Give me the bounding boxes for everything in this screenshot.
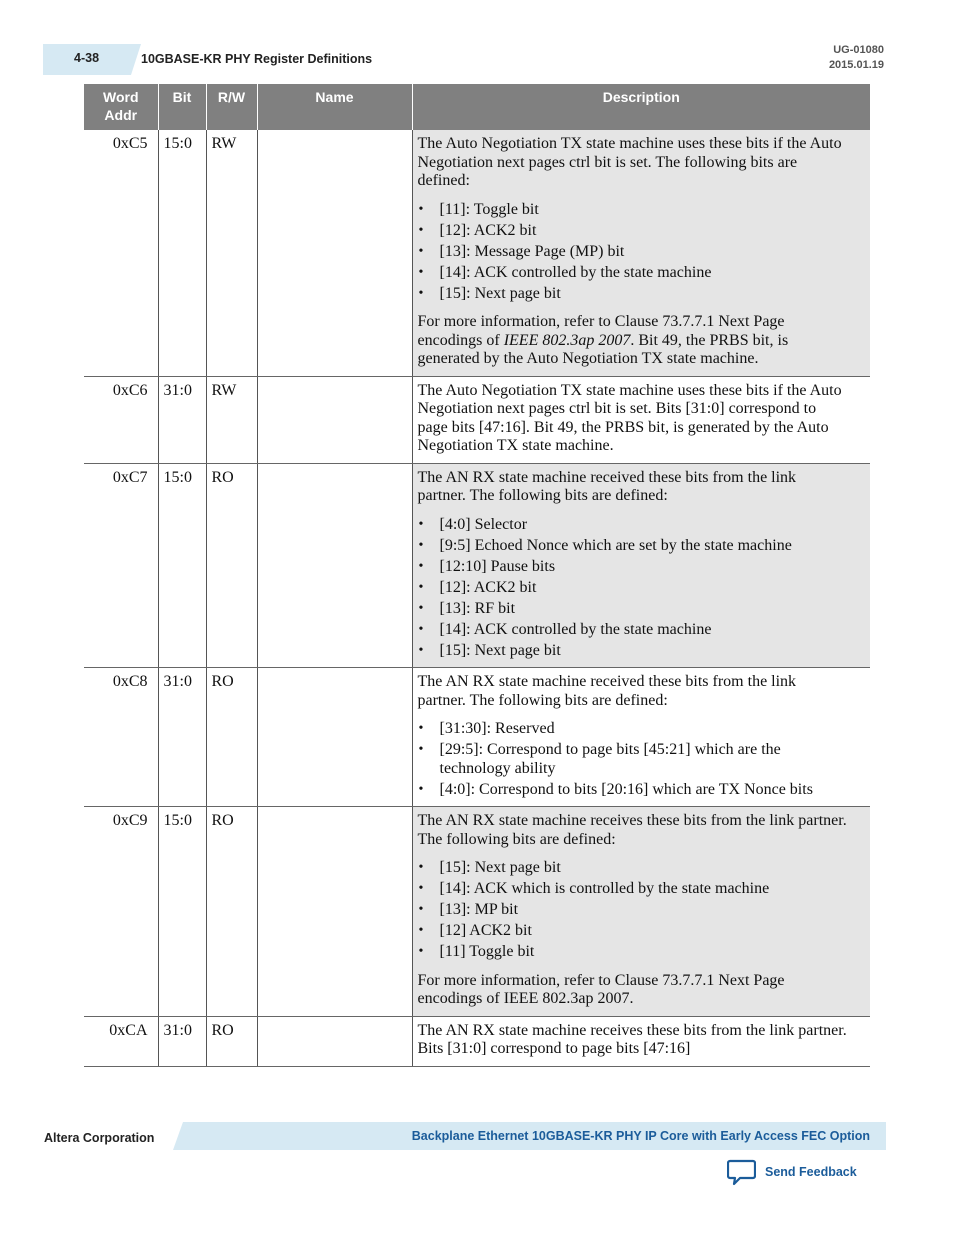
send-feedback-link[interactable] — [727, 1158, 857, 1186]
cell-name — [257, 463, 412, 668]
cell-addr: 0xCA — [84, 1016, 158, 1066]
list-item: • [13]: Message Page (MP) bit — [418, 243, 849, 262]
cell-bit: 31:0 — [158, 376, 206, 463]
cell-description — [412, 130, 870, 376]
table-row — [84, 668, 870, 807]
list-item: • [4:0]: Correspond to bits [20:16] which are TX Nonce bits — [418, 781, 849, 800]
list-item: • [14]: ACK controlled by the state machine — [418, 621, 849, 640]
list-item: • [15]: Next page bit — [418, 642, 849, 661]
doc-identifier — [829, 43, 884, 72]
cell-name — [257, 130, 412, 376]
cell-rw: RO — [206, 668, 257, 807]
col-header-word-addr-label: Word Addr — [102, 89, 139, 123]
list-item: • [29:5]: Correspond to page bits [45:21] which are the technology ability — [418, 741, 849, 778]
description-intro: The Auto Negotiation TX state machine uses these bits if the Auto Negotiation next pages ctrl bit is set. Bits [31:0] correspond to page bits [47:16]. Bit 49, the PRBS bit, is generated by the Auto Negotiation TX state machine. — [417, 381, 842, 454]
list-item: • [15]: Next page bit — [418, 859, 849, 878]
description-intro: The AN RX state machine received these bits from the link partner. The following bits are defined: — [417, 673, 797, 709]
speech-bubble-icon — [727, 1159, 756, 1186]
cell-rw: RO — [206, 1016, 257, 1066]
col-header-description: Description — [412, 84, 870, 130]
list-item: • [14]: ACK which is controlled by the state machine — [418, 880, 849, 899]
cell-name — [257, 668, 412, 807]
bit-list — [418, 859, 849, 962]
description-intro: The Auto Negotiation TX state machine uses these bits if the Auto Negotiation next pages ctrl bit is set. The following bits are defined: — [417, 135, 842, 189]
doc-date: 2015.01.19 — [828, 58, 884, 71]
list-item: • [12] ACK2 bit — [418, 922, 849, 941]
list-item: • [12]: ACK2 bit — [418, 579, 849, 598]
cell-name — [257, 1016, 412, 1066]
list-item: • [14]: ACK controlled by the state machine — [418, 264, 849, 283]
note-text: . Bit 49, the PRBS bit, is generated by the Auto Negotiation TX state machine. — [417, 331, 789, 367]
list-item: • [11]: Toggle bit — [418, 201, 849, 220]
list-item: • [4:0] Selector — [418, 516, 849, 535]
register-table — [84, 84, 870, 1067]
description-intro: The AN RX state machine received these bits from the link partner. The following bits are defined: — [417, 468, 797, 504]
cell-description — [412, 376, 870, 463]
cell-rw: RW — [206, 130, 257, 376]
cell-name — [257, 376, 412, 463]
note-text: For more information, refer to Clause 73.7.7.1 Next Page encodings of — [417, 313, 785, 349]
table-header-row — [84, 84, 870, 130]
list-item: • [9:5] Echoed Nonce which are set by the state machine — [418, 537, 849, 556]
list-item: • [13]: RF bit — [418, 600, 849, 619]
cell-description — [412, 668, 870, 807]
cell-addr: 0xC5 — [84, 130, 158, 376]
bit-list — [418, 720, 849, 799]
description-intro: The AN RX state machine receives these bits from the link partner. The following bits are defined: — [417, 812, 847, 848]
table-row — [84, 376, 870, 463]
cell-bit: 31:0 — [158, 668, 206, 807]
doc-id: UG-01080 — [833, 44, 884, 56]
list-item: • [31:30]: Reserved — [418, 720, 849, 739]
col-header-rw: R/W — [206, 84, 257, 130]
col-header-word-addr — [84, 84, 158, 130]
bit-list — [418, 516, 849, 661]
cell-addr: 0xC9 — [84, 807, 158, 1017]
cell-bit: 15:0 — [158, 463, 206, 668]
standard-reference: IEEE 802.3ap 2007 — [503, 331, 631, 349]
company-name: Altera Corporation — [44, 1131, 155, 1145]
list-item: • [15]: Next page bit — [418, 285, 849, 304]
table-row — [84, 1016, 870, 1066]
page-number: 4-38 — [74, 51, 100, 65]
description-note — [418, 313, 849, 369]
cell-description — [412, 463, 870, 668]
table-row — [84, 807, 870, 1017]
list-item: • [13]: MP bit — [418, 901, 849, 920]
cell-addr: 0xC7 — [84, 463, 158, 668]
cell-bit: 15:0 — [158, 130, 206, 376]
cell-rw: RW — [206, 376, 257, 463]
cell-bit: 31:0 — [158, 1016, 206, 1066]
cell-addr: 0xC6 — [84, 376, 158, 463]
list-item: • [11] Toggle bit — [418, 943, 849, 962]
cell-addr: 0xC8 — [84, 668, 158, 807]
col-header-name: Name — [257, 84, 412, 130]
section-title: 10GBASE-KR PHY Register Definitions — [141, 52, 373, 66]
cell-bit: 15:0 — [158, 807, 206, 1017]
list-item: • [12:10] Pause bits — [418, 558, 849, 577]
cell-name — [257, 807, 412, 1017]
description-intro: The AN RX state machine receives these bits from the link partner. Bits [31:0] correspond to page bits [47:16] — [417, 1021, 847, 1057]
description-note: For more information, refer to Clause 73.7.7.1 Next Page encodings of IEEE 802.3ap 2007. — [417, 971, 785, 1007]
bit-list — [418, 201, 849, 304]
table-row — [84, 130, 870, 376]
cell-rw: RO — [206, 807, 257, 1017]
list-item: • [12]: ACK2 bit — [418, 222, 849, 241]
document-title-link[interactable]: Backplane Ethernet 10GBASE-KR PHY IP Core with Early Access FEC Option — [411, 1129, 870, 1143]
col-header-bit: Bit — [158, 84, 206, 130]
cell-rw: RO — [206, 463, 257, 668]
send-feedback-label: Send Feedback — [765, 1165, 857, 1179]
cell-description — [412, 807, 870, 1017]
table-row — [84, 463, 870, 668]
cell-description — [412, 1016, 870, 1066]
